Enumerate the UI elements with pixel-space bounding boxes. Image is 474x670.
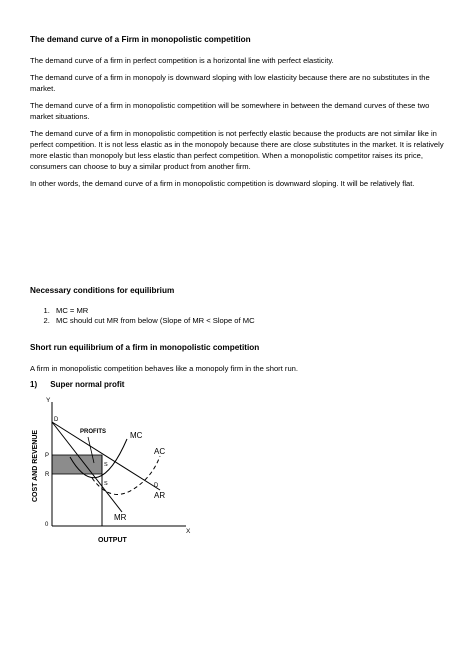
condition-item: 2. MC should cut MR from below (Slope of MR < Slope of MC: [52, 316, 450, 326]
conditions-list: [30, 306, 450, 326]
label-d-top: D: [54, 417, 59, 423]
x-axis-letter: X: [186, 528, 191, 535]
blank-space: [30, 195, 450, 285]
section-heading-short-run: Short run equilibrium of a firm in monopolistic competition: [30, 343, 260, 352]
label-d-bottom: D: [154, 483, 159, 489]
label-ar: AR: [154, 491, 166, 500]
equilibrium-diagram-svg: [28, 392, 198, 552]
condition-item: 1. MC = MR: [52, 306, 450, 316]
label-profits: PROFITS: [80, 429, 107, 435]
label-s-lower: S: [104, 481, 108, 487]
label-ac: AC: [154, 447, 166, 456]
subheading-super-normal-profit: [30, 380, 450, 389]
x-axis-title: OUTPUT: [98, 537, 127, 544]
label-mr: MR: [114, 513, 127, 522]
label-p: P: [45, 453, 50, 459]
paragraph-in-between: The demand curve of a firm in monopolistic competition will be somewhere in between the demand curves of these two market situations.: [30, 101, 430, 121]
label-mc: MC: [130, 431, 143, 440]
document-content: [30, 34, 450, 399]
subheading-text: Super normal profit: [50, 380, 125, 389]
y-axis-title: COST AND REVENUE: [32, 429, 39, 502]
paragraph-monopoly: The demand curve of a firm in monopoly is downward sloping with low elasticity because there are no substitutes in the market.: [30, 73, 430, 93]
paragraph-in-other-words: In other words, the demand curve of a firm in monopolistic competition is downward sloping. It will be relatively flat.: [30, 179, 415, 188]
section-heading-equilibrium-conditions: Necessary conditions for equilibrium: [30, 286, 175, 295]
origin-label: 0: [45, 522, 49, 528]
section-heading-demand-curve: The demand curve of a Firm in monopolistic competition: [30, 35, 251, 44]
paragraph-perfect-competition: The demand curve of a firm in perfect competition is a horizontal line with perfect elasticity.: [30, 56, 334, 65]
label-r: R: [45, 472, 50, 478]
paragraph-elasticity: The demand curve of a firm in monopolistic competition is not perfectly elastic because the products are not similar like in perfect competition. It is not less elastic as in the monopoly because there are close substitutes in the market. It is relatively more elastic than monopoly but less elastic than perfect competition. When a monopolistic competitor raises its price, consumers can choose to buy a similar product from another firm.: [30, 129, 444, 171]
subheading-number: 1): [30, 380, 38, 389]
paragraph-short-run: A firm in monopolistic competition behaves like a monopoly firm in the short run.: [30, 364, 299, 373]
profit-area: [52, 455, 102, 474]
y-axis-letter: Y: [46, 397, 51, 404]
label-s-upper: S: [104, 462, 108, 468]
equilibrium-diagram: [28, 392, 198, 552]
